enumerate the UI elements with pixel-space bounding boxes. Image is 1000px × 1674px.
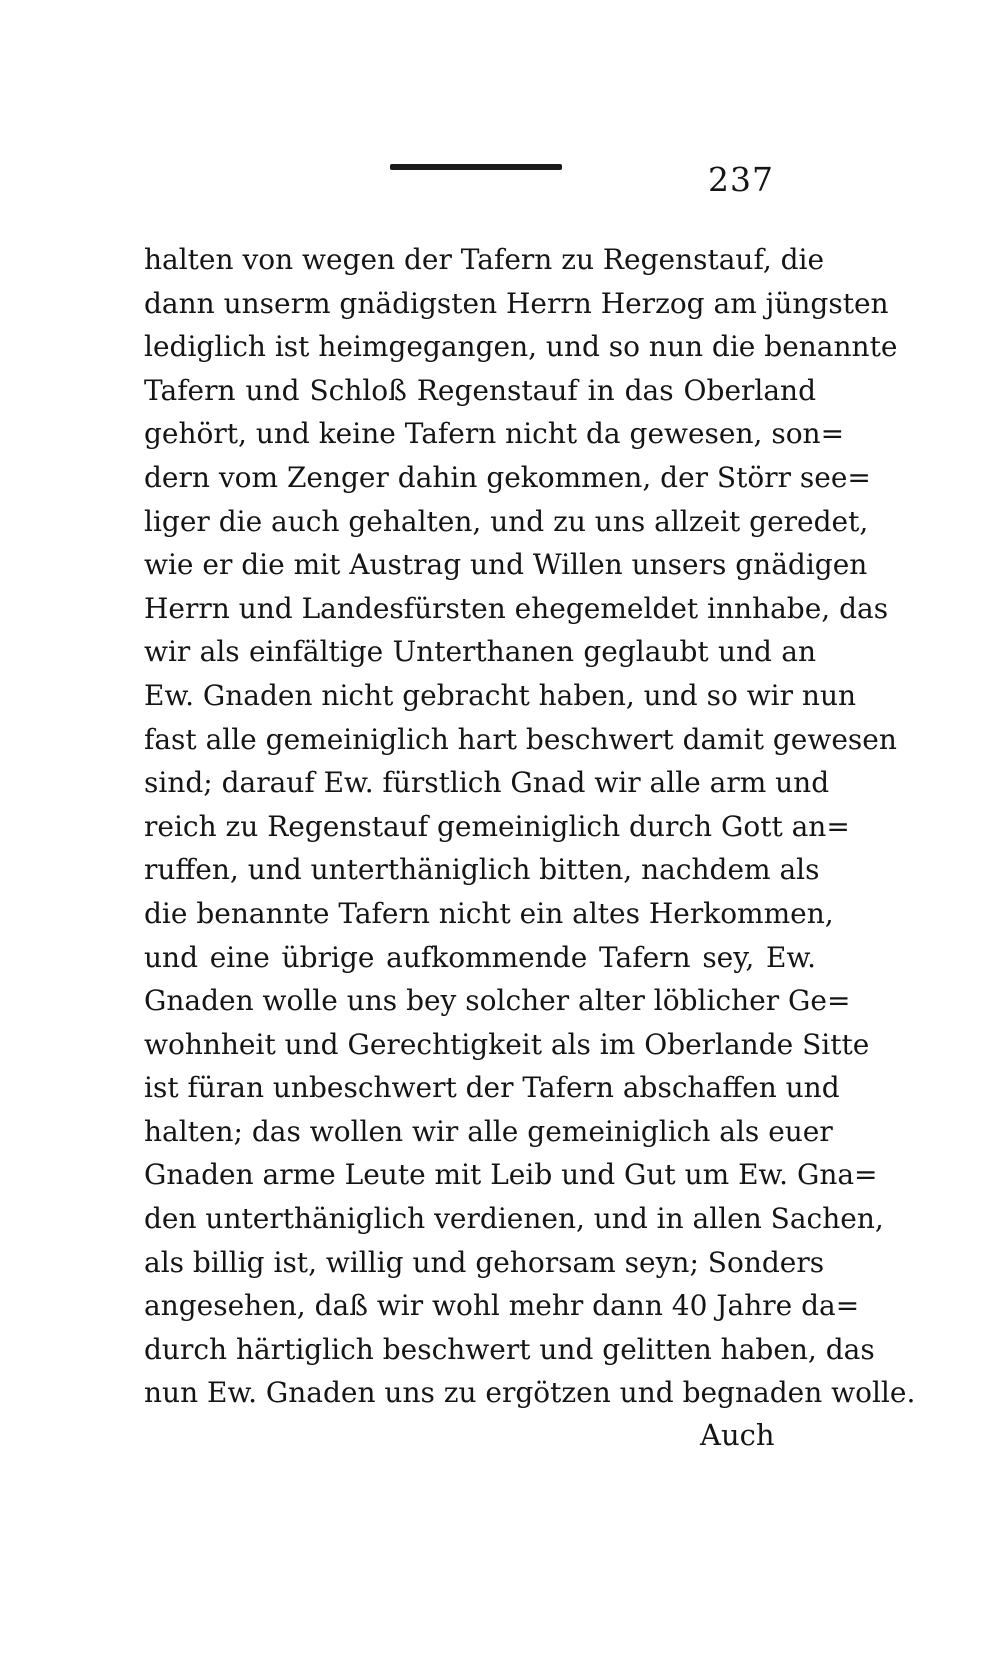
text-line: sind; darauf Ew. fürstlich Gnad wir alle arm und [144,766,830,800]
body-text [144,238,916,1415]
text-line: Tafern und Schloß Regenstauf in das Oberland [144,373,816,407]
page-number: 237 [708,160,774,199]
text-line: reich zu Regenstauf gemeiniglich durch Gott an= [144,809,850,843]
text-line: wie er die mit Austrag und Willen unsers gnädigen [144,548,868,582]
text-line: gehört, und keine Tafern nicht da gewesen, son= [144,417,845,451]
text-line: den unterthäniglich verdienen, und in allen Sachen, [144,1202,884,1236]
text-line: fast alle gemeiniglich hart beschwert damit gewesen [144,722,897,756]
text-line: halten von wegen der Tafern zu Regenstauf, die [144,243,825,276]
text-line: und eine übrige aufkommende Tafern sey, Ew. [144,940,816,974]
catchword: Auch [700,1418,775,1452]
text-line: ist füran unbeschwert der Tafern abschaffen und [144,1071,840,1105]
text-line: als billig ist, willig und gehorsam seyn; Sonders [144,1245,825,1279]
text-line: ruffen, und unterthäniglich bitten, nachdem als [144,853,820,887]
text-line: dern vom Zenger dahin gekommen, der Störr see= [144,460,871,494]
header-rule [390,164,562,170]
text-line: liger die auch gehalten, und zu uns allzeit geredet, [144,504,869,538]
text-line: Gnaden arme Leute mit Leib und Gut um Ew. Gna= [144,1158,878,1192]
text-line: durch härtiglich beschwert und gelitten haben, das [144,1332,875,1366]
text-line: nun Ew. Gnaden uns zu ergötzen und begnaden wolle. [144,1376,916,1410]
text-line: die benannte Tafern nicht ein altes Herkommen, [144,896,834,930]
text-line: wohnheit und Gerechtigkeit als im Oberlande Sitte [144,1027,870,1061]
text-line: angesehen, daß wir wohl mehr dann 40 Jahre da= [144,1289,860,1323]
text-line: dann unserm gnädigsten Herrn Herzog am jüngsten [144,286,889,320]
text-line: wir als einfältige Unterthanen geglaubt und an [144,635,816,669]
text-line: lediglich ist heimgegangen, und so nun die benannte [144,330,898,364]
text-line: halten; das wollen wir alle gemeiniglich als euer [144,1114,833,1148]
text-line: Herrn und Landesfürsten ehegemeldet innhabe, das [144,591,889,625]
text-line: Ew. Gnaden nicht gebracht haben, und so wir nun [144,678,857,712]
text-line: Gnaden wolle uns bey solcher alter löblicher Ge= [144,984,851,1018]
